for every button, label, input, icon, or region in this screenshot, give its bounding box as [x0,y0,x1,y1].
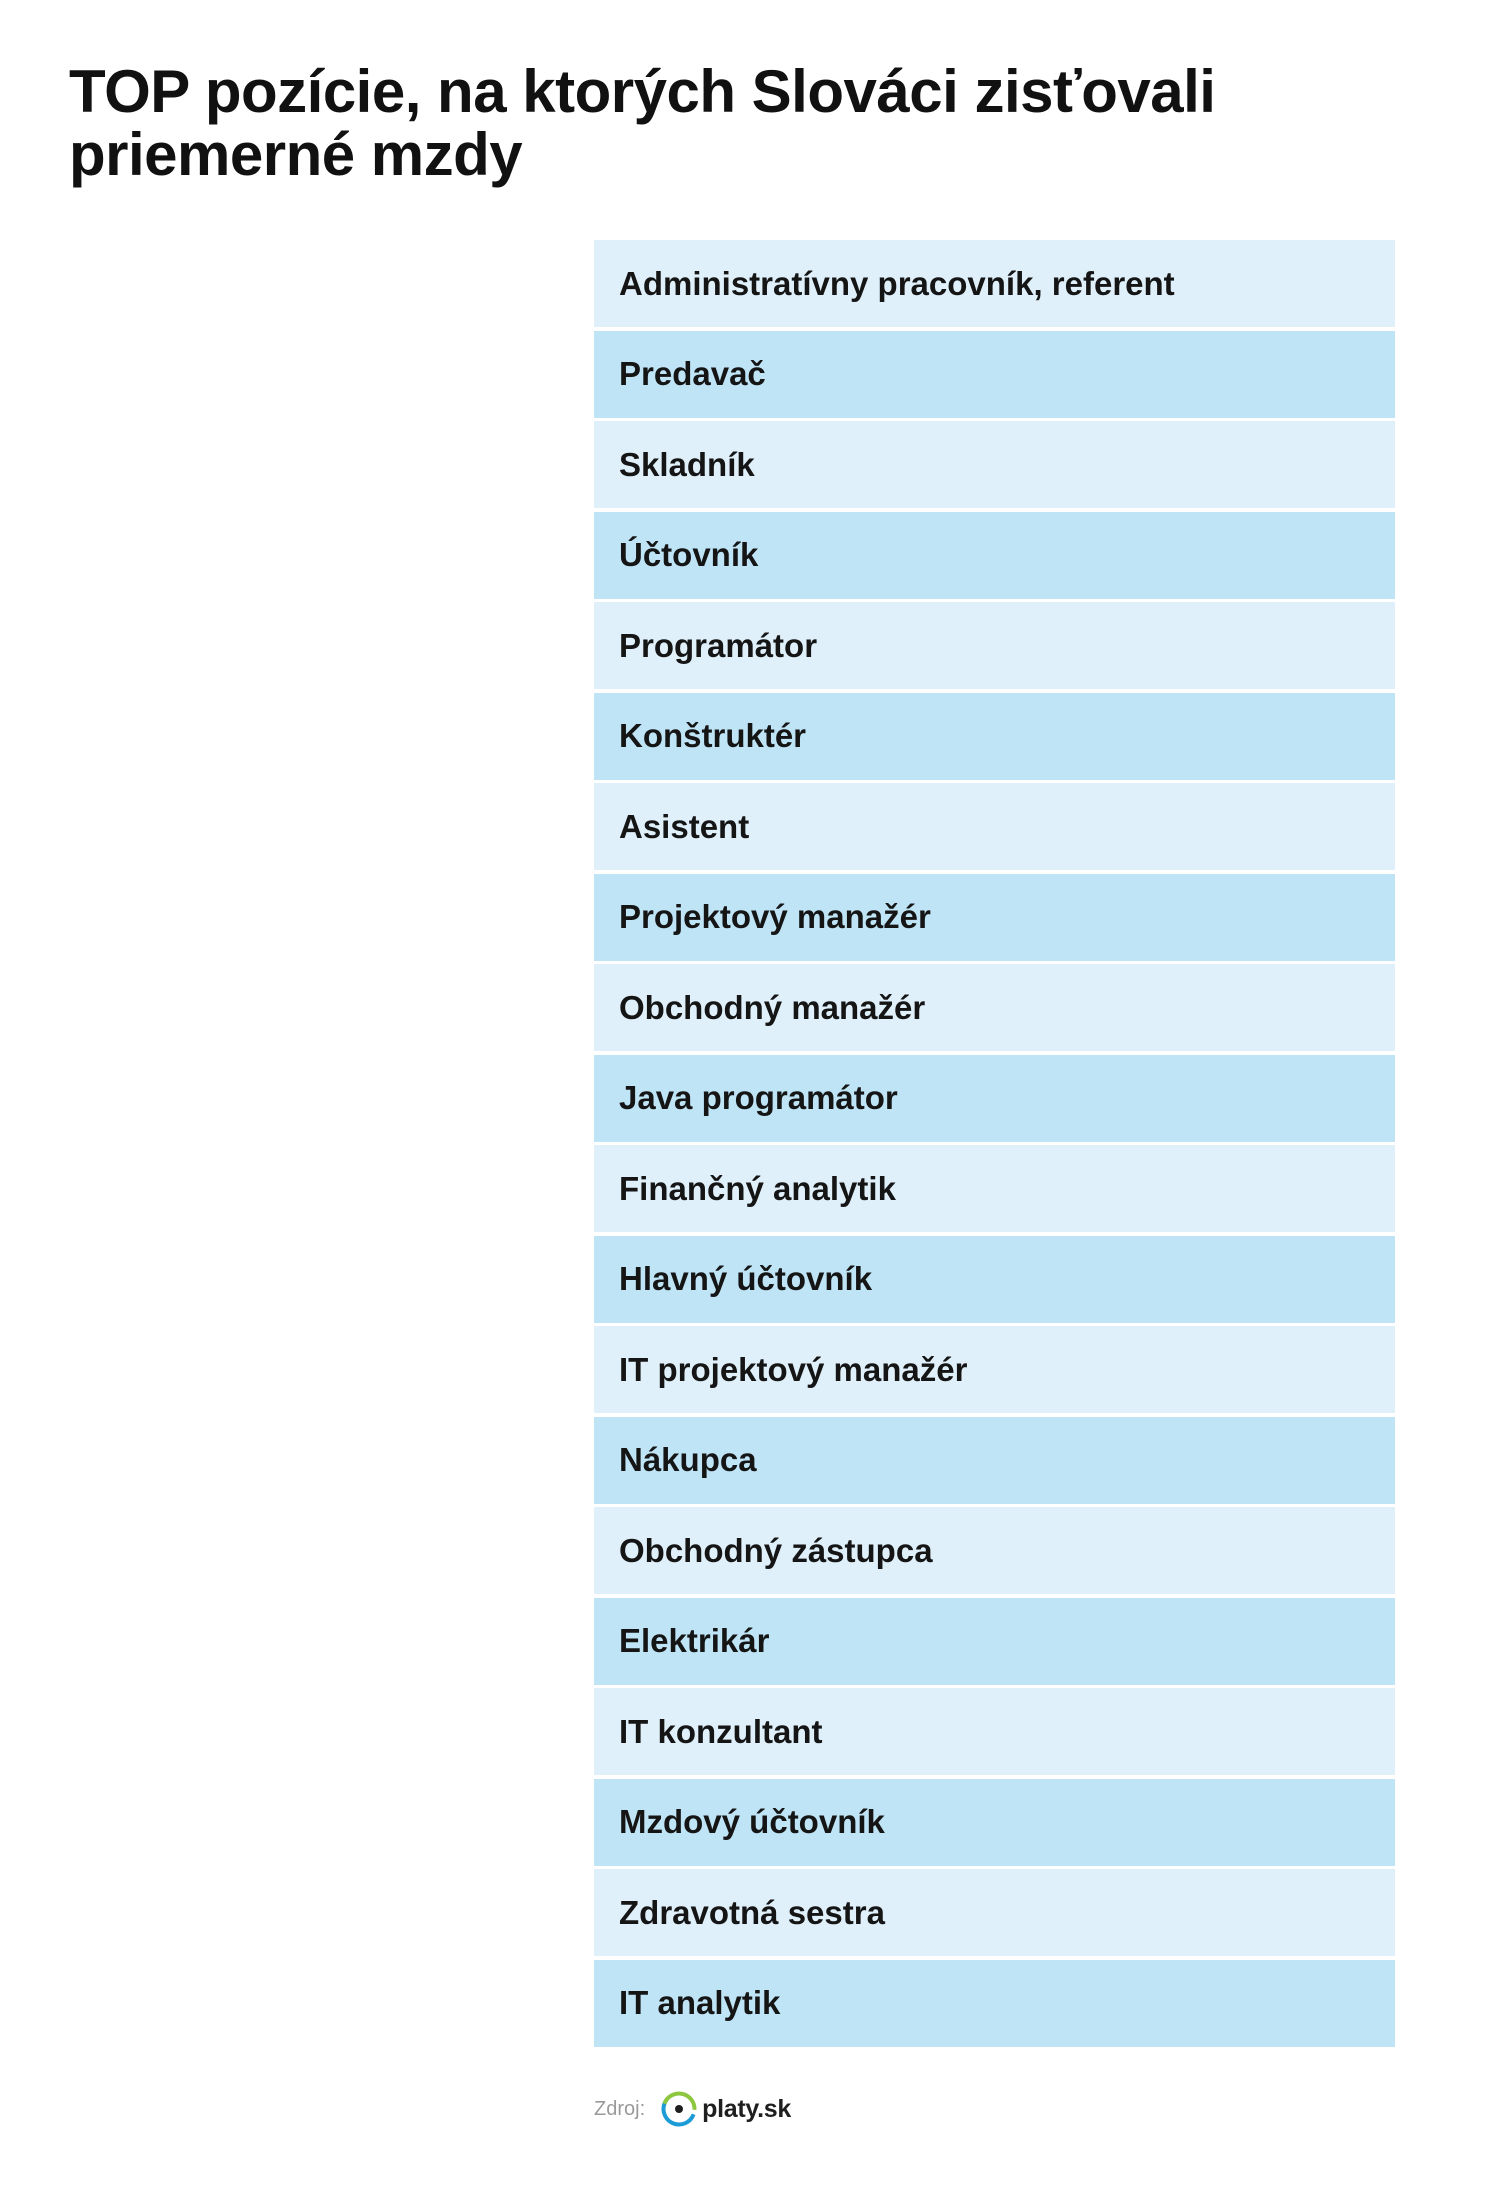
position-row: Administratívny pracovník, referent [594,240,1395,327]
position-row: Účtovník [594,512,1395,599]
position-row: Programátor [594,602,1395,689]
source-label: Zdroj: [594,2097,646,2120]
position-row: IT analytik [594,1960,1395,2047]
position-row: Finančný analytik [594,1145,1395,1232]
position-row: Predavač [594,331,1395,418]
platy-ring-logo-icon [659,2089,699,2129]
position-row: IT projektový manažér [594,1326,1395,1413]
positions-list [594,240,1395,2050]
position-row: Mzdový účtovník [594,1779,1395,1866]
position-row: Konštruktér [594,693,1395,780]
position-row: Obchodný zástupca [594,1507,1395,1594]
brand-name: platy.sk [702,2094,791,2123]
position-row: Zdravotná sestra [594,1869,1395,1956]
brand-logo [659,2089,791,2129]
position-row: Java programátor [594,1055,1395,1142]
position-row: IT konzultant [594,1688,1395,1775]
page-title: TOP pozície, na ktorých Slováci zisťovali priemerné mzdy [69,58,1216,188]
position-row: Asistent [594,783,1395,870]
position-row: Projektový manažér [594,874,1395,961]
position-row: Nákupca [594,1417,1395,1504]
position-row: Hlavný účtovník [594,1236,1395,1323]
position-row: Obchodný manažér [594,964,1395,1051]
source-credit [594,2088,791,2130]
position-row: Skladník [594,421,1395,508]
position-row: Elektrikár [594,1598,1395,1685]
